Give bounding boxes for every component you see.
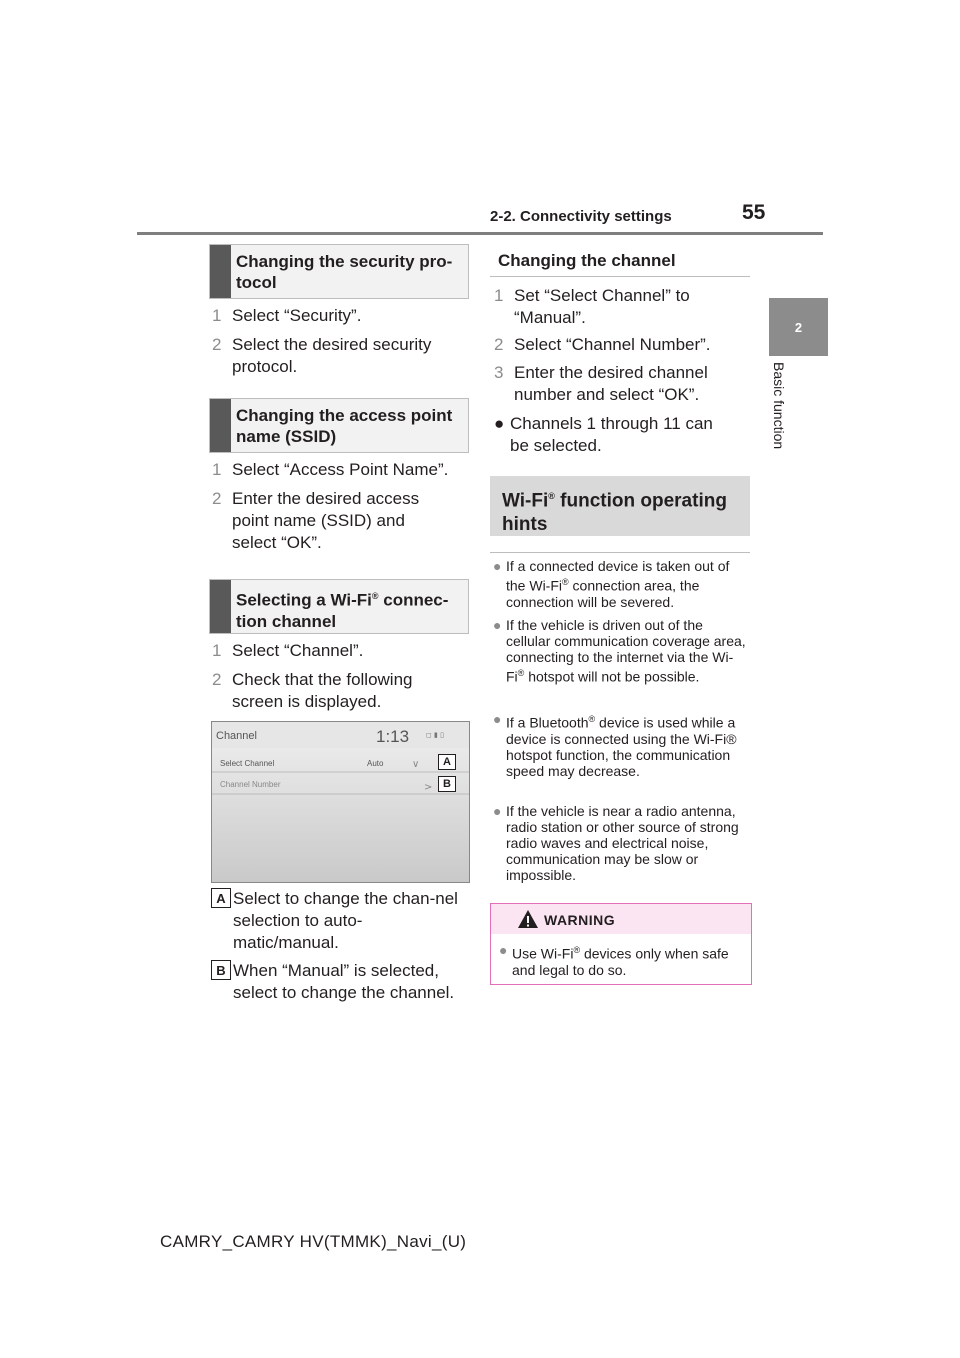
registered-mark: ® bbox=[371, 591, 379, 601]
chapter-tab-label bbox=[768, 362, 790, 482]
bullet-icon: ● bbox=[493, 803, 502, 819]
select-channel-row-label: Select Channel bbox=[220, 759, 275, 768]
screen-clock: 1:13 bbox=[376, 727, 410, 746]
channel-step-1 bbox=[212, 640, 468, 662]
note-b-text: When “Manual” is selected, select to change the channel. bbox=[233, 961, 455, 1002]
step-number: 2 bbox=[494, 335, 504, 354]
channel-select-heading bbox=[236, 586, 462, 632]
ssid-step-2 bbox=[212, 488, 468, 554]
change-step-1 bbox=[494, 285, 750, 329]
manual-footer: CAMRY_CAMRY HV(TMMK)_Navi_(U) bbox=[160, 1232, 467, 1251]
note-marker-a: A bbox=[211, 888, 231, 908]
page-number: 55 bbox=[742, 201, 766, 224]
heading-text: connec- tion channel bbox=[236, 590, 449, 631]
header-divider bbox=[137, 232, 823, 235]
status-icons: ◻ ▮ ▯ bbox=[426, 731, 444, 739]
ssid-heading: Changing the access point name (SSID) bbox=[236, 406, 453, 446]
heading-text: Selecting a Wi-Fi bbox=[236, 590, 372, 610]
bullet-text: Channels 1 through 11 can be selected. bbox=[510, 414, 713, 455]
hint-item bbox=[493, 617, 749, 685]
step-text: Enter the desired access point name (SSID) and select “OK”. bbox=[232, 489, 420, 552]
hint-text bbox=[493, 803, 749, 883]
registered-mark: ® bbox=[562, 577, 569, 587]
screen-title: Channel bbox=[216, 730, 257, 742]
ssid-step-1 bbox=[212, 459, 468, 481]
marker-a: A bbox=[438, 754, 456, 770]
note-marker-b: B bbox=[211, 960, 231, 980]
heading-text: Wi-Fi bbox=[502, 490, 549, 512]
step-number: 3 bbox=[494, 363, 504, 382]
step-text: Select “Access Point Name”. bbox=[232, 460, 449, 479]
select-channel-row-value: Auto bbox=[367, 759, 384, 768]
hints-heading-box bbox=[490, 476, 750, 536]
heading-bar bbox=[210, 245, 231, 298]
step-text: Select “Channel Number”. bbox=[514, 335, 711, 354]
warning-triangle-icon bbox=[517, 909, 539, 929]
warning-header bbox=[491, 904, 751, 934]
bullet-icon: ● bbox=[493, 558, 502, 574]
bullet-icon: ● bbox=[499, 942, 508, 958]
registered-mark: ® bbox=[573, 945, 581, 955]
change-step-2 bbox=[494, 334, 750, 356]
step-text: Check that the following screen is displayed. bbox=[232, 670, 413, 711]
registered-mark: ® bbox=[588, 714, 596, 724]
channel-screen-image bbox=[211, 721, 470, 883]
screen-illustration bbox=[212, 722, 469, 882]
warning-text bbox=[499, 942, 747, 978]
hints-divider bbox=[490, 552, 750, 553]
step-number: 2 bbox=[212, 670, 222, 689]
chapter-tab-label-text: Basic function bbox=[771, 362, 787, 450]
step-text: Select “Channel”. bbox=[232, 641, 364, 660]
step-number: 1 bbox=[494, 286, 504, 305]
registered-mark: ® bbox=[517, 668, 525, 678]
hints-heading bbox=[502, 484, 750, 537]
hint-item bbox=[493, 803, 749, 883]
step-number: 2 bbox=[212, 489, 222, 508]
channel-select-heading-box bbox=[209, 579, 469, 634]
change-channel-heading: Changing the channel bbox=[498, 251, 676, 270]
step-text: Enter the desired channel number and select “OK”. bbox=[514, 363, 708, 404]
step-text: Set “Select Channel” to “Manual”. bbox=[514, 286, 690, 327]
security-heading: Changing the security pro- tocol bbox=[236, 252, 453, 292]
warning-box bbox=[490, 903, 752, 985]
heading-bar bbox=[210, 580, 231, 633]
hint-text-part: connection area, the connection will be severed. bbox=[506, 577, 700, 610]
hint-text-part: hotspot will not be possible. bbox=[524, 668, 700, 685]
hint-text-part: If a Bluetooth bbox=[506, 714, 589, 731]
bullet-icon: ● bbox=[493, 711, 502, 727]
channel-number-row-label: Channel Number bbox=[220, 780, 281, 789]
chevron-down-icon: ∨ bbox=[412, 759, 420, 770]
hint-text bbox=[493, 558, 749, 610]
section-title: 2-2. Connectivity settings bbox=[490, 208, 672, 225]
bullet-icon: ● bbox=[493, 617, 502, 633]
heading-bar bbox=[210, 399, 231, 452]
hint-text bbox=[493, 711, 749, 779]
step-number: 1 bbox=[212, 306, 222, 325]
warning-text-part: devices only when safe and legal to do so. bbox=[512, 945, 729, 978]
registered-mark: ® bbox=[548, 491, 555, 501]
ssid-heading-box bbox=[209, 398, 469, 453]
note-a-text: Select to change the chan-nel selection to auto-matic/manual. bbox=[233, 889, 458, 952]
step-number: 1 bbox=[212, 641, 222, 660]
step-text: Select “Security”. bbox=[232, 306, 362, 325]
chevron-right-icon: > bbox=[424, 782, 433, 793]
channel-step-2 bbox=[212, 669, 468, 713]
step-text: Select the desired security protocol. bbox=[232, 335, 432, 376]
warning-message bbox=[499, 942, 747, 978]
bullet-icon: ● bbox=[494, 414, 505, 433]
step-number: 1 bbox=[212, 460, 222, 479]
hint-text-part: If a connected device is taken out of the Wi-Fi bbox=[506, 558, 730, 594]
security-heading-box bbox=[209, 244, 469, 299]
hint-text-part: If the vehicle is near a radio antenna, radio station or other source of strong radio waves and electrical noise, communication may be slow or impossible. bbox=[506, 803, 739, 883]
channel-range-bullet bbox=[494, 413, 750, 457]
change-channel-heading-box bbox=[490, 246, 750, 277]
warning-text-part: Use Wi-Fi bbox=[512, 945, 574, 962]
step-number: 2 bbox=[212, 335, 222, 354]
chapter-tab-number: 2 bbox=[769, 298, 828, 356]
hint-item bbox=[493, 711, 749, 779]
hint-item bbox=[493, 558, 749, 610]
warning-title: WARNING bbox=[544, 912, 616, 928]
security-step-1 bbox=[212, 305, 462, 327]
security-step-2 bbox=[212, 334, 462, 378]
hint-text-part: If the vehicle is driven out of the cellular communication coverage area, connecting to the internet via the Wi-Fi bbox=[506, 617, 746, 685]
heading-text: function operating hints bbox=[502, 490, 727, 536]
change-step-3 bbox=[494, 362, 750, 406]
hint-text-part: device is used while a device is connected using the Wi-Fi® hotspot function, the communication speed may decrease. bbox=[506, 714, 737, 779]
hint-text bbox=[493, 617, 749, 685]
marker-b: B bbox=[438, 776, 456, 792]
